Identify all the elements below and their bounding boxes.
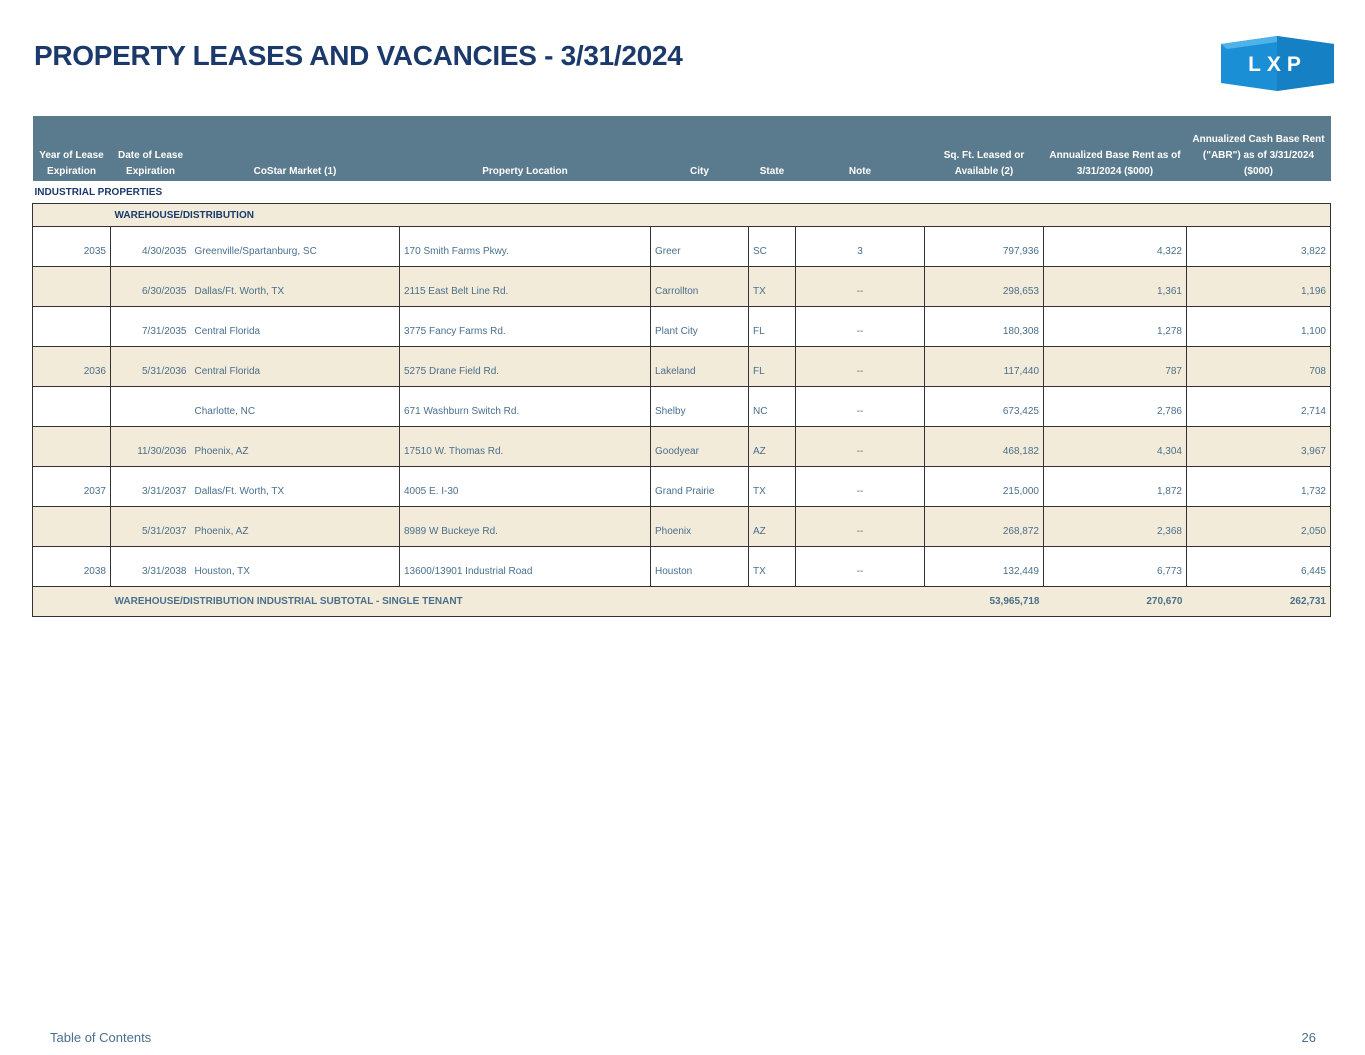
- cell-note: --: [796, 347, 925, 387]
- cell-sqft: 797,936: [925, 227, 1044, 267]
- cell-note: --: [796, 427, 925, 467]
- cell-abr: 2,786: [1044, 387, 1187, 427]
- lease-table: [32, 116, 1331, 617]
- cell-market: Phoenix, AZ: [191, 427, 400, 467]
- subtotal-cash-abr: 262,731: [1187, 587, 1331, 617]
- cell-note: --: [796, 267, 925, 307]
- cell-cash-abr: 3,822: [1187, 227, 1331, 267]
- table-row: [33, 427, 1331, 467]
- cell-date: [111, 387, 191, 427]
- col-header-location: Property Location: [400, 116, 651, 181]
- table-row: [33, 467, 1331, 507]
- col-header-year: Year of Lease Expiration: [33, 116, 111, 181]
- cell-state: TX: [749, 467, 796, 507]
- cell-city: Grand Prairie: [651, 467, 749, 507]
- cell-date: 4/30/2035: [111, 227, 191, 267]
- cell-date: 5/31/2036: [111, 347, 191, 387]
- col-header-market: CoStar Market (1): [191, 116, 400, 181]
- table-row: [33, 227, 1331, 267]
- cell-note: 3: [796, 227, 925, 267]
- cell-date: 6/30/2035: [111, 267, 191, 307]
- cell-sqft: 117,440: [925, 347, 1044, 387]
- cell-market: Central Florida: [191, 307, 400, 347]
- cell-market: Houston, TX: [191, 547, 400, 587]
- table-header-row: [33, 116, 1331, 181]
- col-header-abr: Annualized Base Rent as of 3/31/2024 ($000): [1044, 116, 1187, 181]
- cell-location: 3775 Fancy Farms Rd.: [400, 307, 651, 347]
- cell-abr: 6,773: [1044, 547, 1187, 587]
- page-title: PROPERTY LEASES AND VACANCIES - 3/31/2024: [34, 40, 683, 71]
- cell-abr: 4,304: [1044, 427, 1187, 467]
- cell-state: SC: [749, 227, 796, 267]
- cell-note: --: [796, 507, 925, 547]
- subsection-row: [33, 204, 1331, 227]
- lxp-logo: [1221, 36, 1334, 91]
- cell-abr: 1,361: [1044, 267, 1187, 307]
- cell-cash-abr: 1,100: [1187, 307, 1331, 347]
- cell-city: Greer: [651, 227, 749, 267]
- table-row: [33, 347, 1331, 387]
- cell-date: 5/31/2037: [111, 507, 191, 547]
- table-row: [33, 507, 1331, 547]
- svg-text:LXP: LXP: [1248, 53, 1307, 76]
- cell-location: 17510 W. Thomas Rd.: [400, 427, 651, 467]
- cell-state: NC: [749, 387, 796, 427]
- cell-cash-abr: 6,445: [1187, 547, 1331, 587]
- page-number: 26: [1301, 1030, 1316, 1045]
- cell-cash-abr: 2,050: [1187, 507, 1331, 547]
- cell-abr: 787: [1044, 347, 1187, 387]
- cell-market: Charlotte, NC: [191, 387, 400, 427]
- cell-note: --: [796, 307, 925, 347]
- col-header-city: City: [651, 116, 749, 181]
- cell-city: Lakeland: [651, 347, 749, 387]
- cell-sqft: 673,425: [925, 387, 1044, 427]
- cell-cash-abr: 1,732: [1187, 467, 1331, 507]
- cell-market: Central Florida: [191, 347, 400, 387]
- table-row: [33, 547, 1331, 587]
- cell-state: AZ: [749, 507, 796, 547]
- cell-state: TX: [749, 267, 796, 307]
- cell-year: 2036: [33, 347, 111, 387]
- cell-year: [33, 427, 111, 467]
- col-header-note: Note: [796, 116, 925, 181]
- cell-sqft: 268,872: [925, 507, 1044, 547]
- cell-cash-abr: 708: [1187, 347, 1331, 387]
- cell-abr: 1,872: [1044, 467, 1187, 507]
- cell-date: 7/31/2035: [111, 307, 191, 347]
- cell-city: Plant City: [651, 307, 749, 347]
- cell-cash-abr: 3,967: [1187, 427, 1331, 467]
- cell-abr: 2,368: [1044, 507, 1187, 547]
- cell-cash-abr: 1,196: [1187, 267, 1331, 307]
- cell-abr: 1,278: [1044, 307, 1187, 347]
- cell-state: TX: [749, 547, 796, 587]
- cell-location: 13600/13901 Industrial Road: [400, 547, 651, 587]
- subsection-spacer: [33, 204, 111, 227]
- cell-location: 5275 Drane Field Rd.: [400, 347, 651, 387]
- subtotal-abr: 270,670: [1044, 587, 1187, 617]
- cell-note: --: [796, 467, 925, 507]
- col-header-cash-abr: Annualized Cash Base Rent ("ABR") as of 3/31/2024 ($000): [1187, 116, 1331, 181]
- cell-state: FL: [749, 307, 796, 347]
- subtotal-sqft: 53,965,718: [925, 587, 1044, 617]
- cell-year: 2035: [33, 227, 111, 267]
- col-header-sqft: Sq. Ft. Leased or Available (2): [925, 116, 1044, 181]
- cell-city: Shelby: [651, 387, 749, 427]
- cell-location: 2115 East Belt Line Rd.: [400, 267, 651, 307]
- cell-market: Dallas/Ft. Worth, TX: [191, 267, 400, 307]
- cell-location: 8989 W Buckeye Rd.: [400, 507, 651, 547]
- col-header-state: State: [749, 116, 796, 181]
- cell-sqft: 298,653: [925, 267, 1044, 307]
- cell-abr: 4,322: [1044, 227, 1187, 267]
- cell-location: 170 Smith Farms Pkwy.: [400, 227, 651, 267]
- cell-sqft: 215,000: [925, 467, 1044, 507]
- cell-sqft: 468,182: [925, 427, 1044, 467]
- cell-location: 671 Washburn Switch Rd.: [400, 387, 651, 427]
- table-row: [33, 267, 1331, 307]
- col-header-date: Date of Lease Expiration: [111, 116, 191, 181]
- cell-market: Greenville/Spartanburg, SC: [191, 227, 400, 267]
- table-row: [33, 307, 1331, 347]
- cell-year: [33, 507, 111, 547]
- cell-market: Dallas/Ft. Worth, TX: [191, 467, 400, 507]
- cell-year: 2038: [33, 547, 111, 587]
- cell-date: 11/30/2036: [111, 427, 191, 467]
- cell-market: Phoenix, AZ: [191, 507, 400, 547]
- section-label: INDUSTRIAL PROPERTIES: [34, 186, 163, 198]
- table-row: [33, 387, 1331, 427]
- cell-state: FL: [749, 347, 796, 387]
- cell-note: --: [796, 547, 925, 587]
- cell-sqft: 180,308: [925, 307, 1044, 347]
- cell-year: [33, 267, 111, 307]
- subsection-label: WAREHOUSE/DISTRIBUTION: [111, 204, 1331, 227]
- table-of-contents-link[interactable]: Table of Contents: [50, 1030, 152, 1045]
- cell-cash-abr: 2,714: [1187, 387, 1331, 427]
- subtotal-spacer: [33, 587, 111, 617]
- cell-city: Goodyear: [651, 427, 749, 467]
- cell-year: [33, 307, 111, 347]
- cell-state: AZ: [749, 427, 796, 467]
- cell-note: --: [796, 387, 925, 427]
- cell-city: Carrollton: [651, 267, 749, 307]
- subtotal-row: [33, 587, 1331, 617]
- cell-city: Houston: [651, 547, 749, 587]
- cell-location: 4005 E. I-30: [400, 467, 651, 507]
- cell-year: [33, 387, 111, 427]
- section-row: [33, 181, 1331, 204]
- cell-sqft: 132,449: [925, 547, 1044, 587]
- cell-year: 2037: [33, 467, 111, 507]
- subtotal-label: WAREHOUSE/DISTRIBUTION INDUSTRIAL SUBTOTAL - SINGLE TENANT: [111, 587, 925, 617]
- cell-city: Phoenix: [651, 507, 749, 547]
- cell-date: 3/31/2037: [111, 467, 191, 507]
- cell-date: 3/31/2038: [111, 547, 191, 587]
